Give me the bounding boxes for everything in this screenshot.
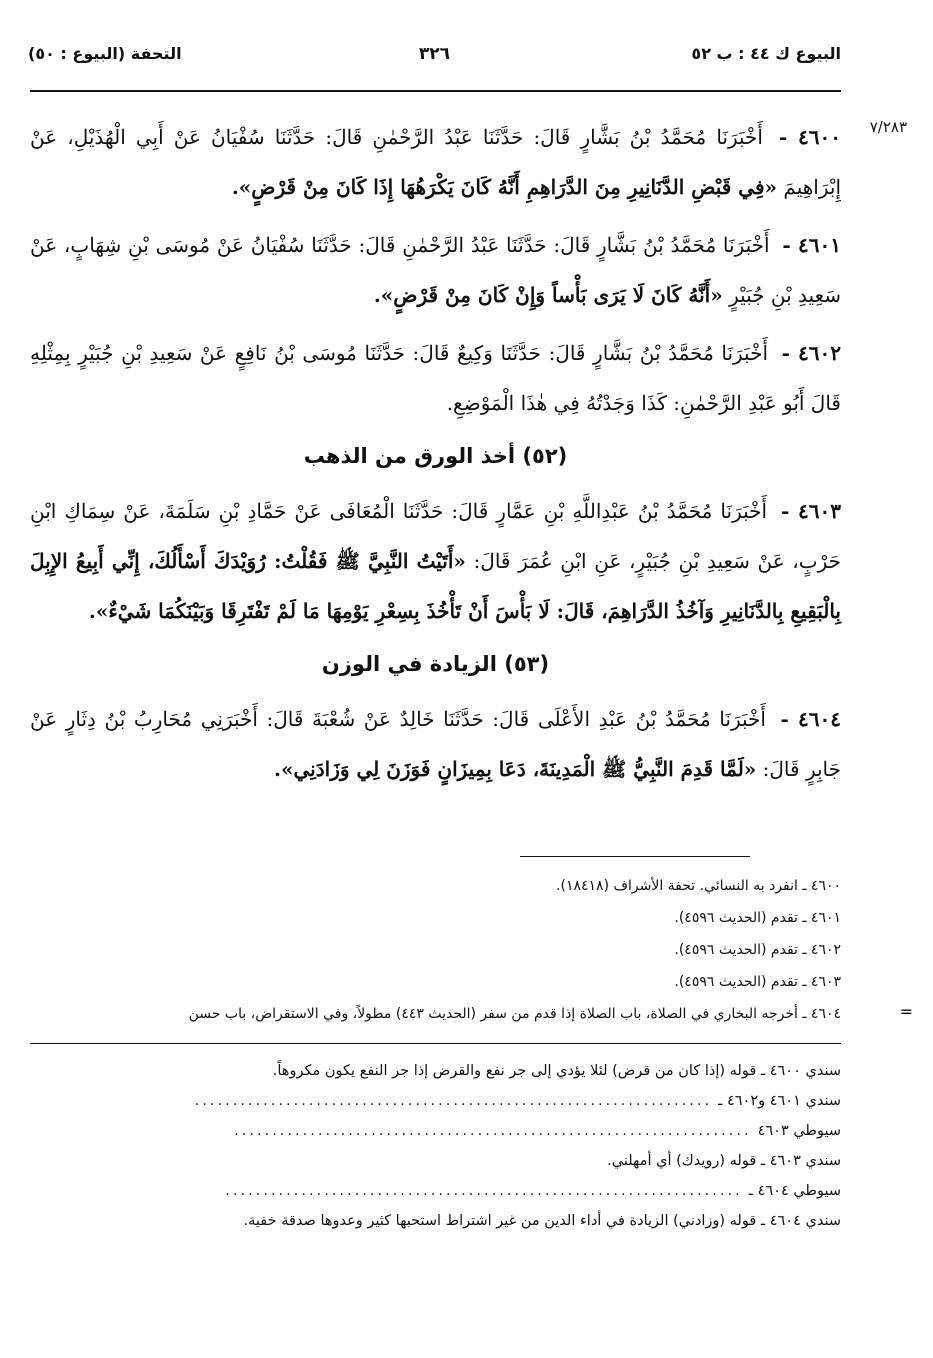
running-header (28, 44, 841, 74)
hadith-isnad: أَخْبَرَنَا مُحَمَّدُ بْنُ عَبْدِ الأَعْلَى قَالَ: حَدَّثَنَا خَالِدٌ عَنْ شُعْبَةَ قَالَ: أَخْبَرَنِي مُحَارِبُ بْنُ دِثَارٍ عَنْ جَابِرٍ قَالَ: (30, 707, 841, 781)
footnote: ٤٦٠٠ ـ انفرد به النسائي. تحفة الأشراف (١٨٤١٨). (556, 878, 841, 894)
hadith-number: ٤٦٠٢ - (781, 341, 841, 365)
hadith-number: ٤٦٠٣ - (781, 499, 841, 523)
commentary-line (30, 1086, 841, 1116)
section-title-52: (٥٢) أخذ الورق من الذهب (303, 444, 568, 468)
page-number: ٣٢٦ (418, 44, 451, 64)
hadith-isnad: أَخْبَرَنَا مُحَمَّدُ بْنُ بَشَّارٍ قَالَ: حَدَّثَنَا عَبْدُ الرَّحْمٰنِ قَالَ: حَدَّثَنَا سُفْيَانُ عَنْ مُوسَى بْنِ شِهَابٍ، عَنْ سَعِيدِ بْنِ جُبَيْرٍ (30, 233, 841, 307)
footnote: ٤٦٠١ ـ تقدم (الحديث ٤٥٩٦). (674, 910, 841, 926)
commentary-text: سندي ٤٦٠٤ ـ قوله (وزادني) الزيادة في أداء الدين من غير اشتراط استحبها كثير وعدوها صدقة خفية. (243, 1213, 841, 1229)
header-rule (30, 90, 841, 92)
commentary-line (30, 1206, 841, 1236)
commentary-line (30, 1056, 841, 1086)
commentary-text: سيوطي ٤٦٠٤ ـ (748, 1183, 841, 1199)
commentary-text: سندي ٤٦٠١ و٤٦٠٢ ـ (718, 1093, 841, 1109)
hadith-4600 (30, 112, 841, 212)
dotted-leader: .................................................................... (234, 1123, 752, 1139)
footnote-rule (520, 856, 750, 857)
commentary-text: سندي ٤٦٠٠ ـ قوله (إذا كان من قرض) لئلا يؤدي إلى جر نفع والقرض إذا جر النفع يكون مكروهاً. (272, 1063, 841, 1079)
commentary-line (30, 1116, 841, 1146)
hadith-matn: «أَتَيْتُ النَّبِيَّ ﷺ فَقُلْتُ: رُوَيْدَكَ أَسْأَلُكَ، إِنِّي أَبِيعُ الإِبِلَ بِالْبَقِيعِ بِالدَّنَانِيرِ وَآخُذُ الدَّرَاهِمَ، قَالَ: لَا بَأْسَ أَنْ تَأْخُذَ بِسِعْرِ يَوْمِهَا مَا لَمْ تَفْتَرِقَا وَبَيْنَكُمَا شَيْءٌ». (30, 549, 841, 623)
hadith-matn: «أَنَّهُ كَانَ لَا يَرَى بَأْساً وَإِنْ كَانَ مِنْ قَرْضٍ». (373, 283, 723, 307)
commentary-line (30, 1176, 841, 1206)
commentary-text: سندي ٤٦٠٣ ـ قوله (رويدك) أي أمهلني. (607, 1153, 841, 1169)
footnote: ٤٦٠٣ ـ تقدم (الحديث ٤٥٩٦). (674, 974, 841, 990)
hadith-4603 (30, 486, 841, 636)
hadith-isnad: أَخْبَرَنَا مُحَمَّدُ بْنُ بَشَّارٍ قَالَ: حَدَّثَنَا عَبْدُ الرَّحْمٰنِ قَالَ: حَدَّثَنَا سُفْيَانُ عَنْ أَبِي الْهُذَيْلِ، عَنْ إِبْرَاهِيمَ (30, 125, 841, 199)
hadith-matn: «فِي قَبْضِ الدَّنَانِيرِ مِنَ الدَّرَاهِمِ أَنَّهُ كَانَ يَكْرَهُهَا إِذَا كَانَ مِنْ قَرْضٍ». (231, 175, 778, 199)
header-chapter-ref: البيوع ك ٤٤ : ب ٥٢ (691, 44, 841, 63)
hadith-matn: «لَمَّا قَدِمَ النَّبِيُّ ﷺ الْمَدِينَةَ، دَعَا بِمِيزَانٍ فَوَزَنَ لِي وَزَادَنِي». (274, 757, 757, 781)
commentary-rule (30, 1043, 841, 1044)
continuation-mark: = (899, 1002, 913, 1021)
main-text (30, 112, 841, 802)
hadith-number: ٤٦٠٤ - (780, 707, 842, 731)
commentary-line (30, 1146, 841, 1176)
commentary (30, 1056, 841, 1236)
dotted-leader: .................................................................... (225, 1183, 743, 1199)
dotted-leader: .................................................................... (194, 1093, 713, 1109)
hadith-isnad: أَخْبَرَنَا مُحَمَّدُ بْنُ بَشَّارٍ قَالَ: حَدَّثَنَا وَكِيعٌ قَالَ: حَدَّثَنَا مُوسَى بْنُ نَافِعٍ عَنْ سَعِيدِ بْنِ جُبَيْرٍ بِمِثْلِهِ قَالَ أَبُو عَبْدِ الرَّحْمٰنِ: كَذَا وَجَدْتُهُ فِي هٰذَا الْمَوْضِعِ. (30, 341, 841, 415)
footnote: ٤٦٠٤ ـ أخرجه البخاري في الصلاة، باب الصلاة إذا قدم من سفر (الحديث ٤٤٣) مطولاً، وفي الاستقراض، باب حسن (188, 1006, 841, 1022)
header-tuhfa-ref: التحفة (البيوع : ٥٠) (28, 44, 182, 63)
hadith-isnad: أَخْبَرَنَا مُحَمَّدُ بْنُ عَبْدِاللَّهِ بْنِ عَمَّارٍ قَالَ: حَدَّثَنَا الْمُعَافَى عَنْ حَمَّادِ بْنِ سَلَمَةَ، عَنْ سِمَاكِ ابْنِ حَرْبٍ، عَنْ سَعِيدِ بْنِ جُبَيْرٍ، عَنِ ابْنِ عُمَرَ قَالَ: (30, 499, 841, 573)
hadith-4601 (30, 220, 841, 320)
footnote: ٤٦٠٢ ـ تقدم (الحديث ٤٥٩٦). (674, 942, 841, 958)
margin-reference: ٧/٢٨٣ (869, 118, 907, 136)
hadith-number: ٤٦٠١ - (782, 233, 841, 257)
hadith-number: ٤٦٠٠ - (779, 125, 841, 149)
footnotes (60, 870, 841, 1030)
commentary-text: سيوطي ٤٦٠٣ (757, 1123, 841, 1139)
section-title-53: (٥٣) الزيادة في الوزن (321, 652, 550, 676)
hadith-4604 (30, 694, 841, 794)
hadith-4602 (30, 328, 841, 428)
